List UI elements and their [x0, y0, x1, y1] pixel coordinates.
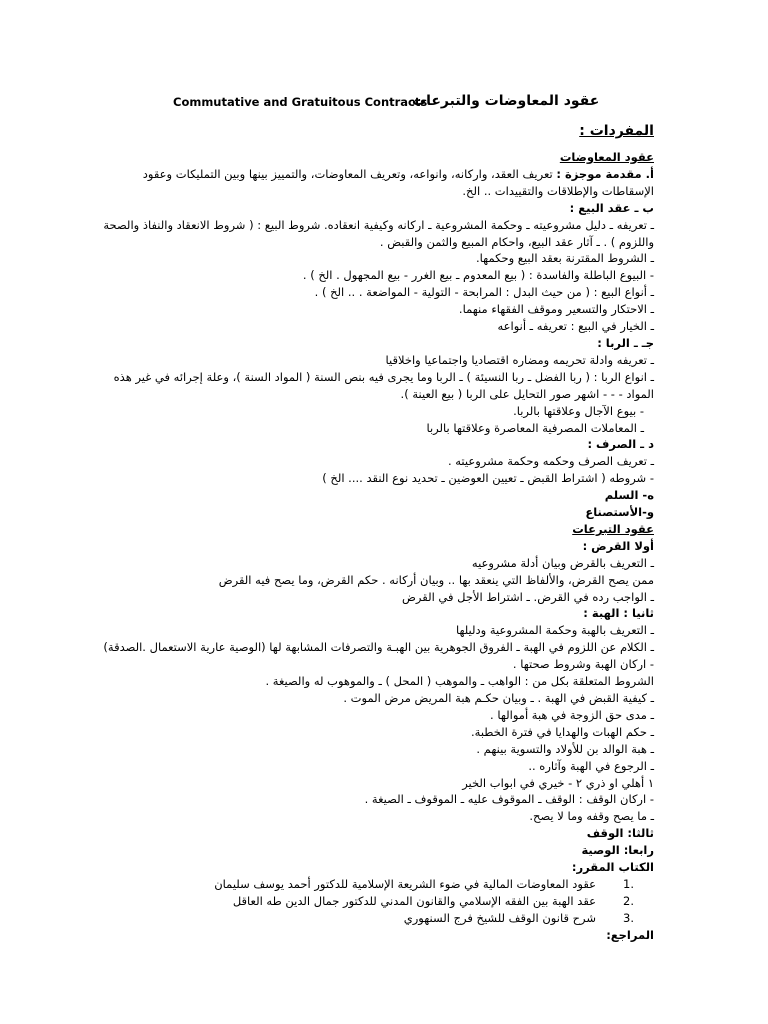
document-title	[0, 93, 768, 113]
salam-heading: ه- السلم	[604, 488, 654, 503]
books-heading: الكتاب المقرر:	[571, 860, 654, 875]
book-item	[94, 910, 654, 927]
waqf-heading: ثالثا: الوقف	[586, 826, 654, 841]
riba-item: ـ انواع الربا : ( ربا الفضل ـ ربا النسيئة ) ـ الربا وما يجرى فيه بنص السنة ( المواد السنة )، وعلة إجرائه في غير هذه المواد - - - اشهر صور التحايل على الربا ( بيع العينة ).	[113, 369, 654, 401]
hiba-item: ـ حكم الهبات والهدايا في فترة الخطبة.	[471, 724, 654, 739]
intro-lead: أ. مقدمة موجزة :	[556, 166, 654, 181]
riba-heading: جـ ـ الربا :	[597, 335, 654, 350]
bay-item: ـ أنواع البيع : ( من حيث البدل : المرابحة - التولية - المواضعة . .. الخ ) .	[314, 285, 654, 300]
books-list	[94, 876, 654, 927]
document-body	[94, 121, 654, 944]
riba-item: ـ المعاملات المصرفية المعاصرة وعلاقتها بالربا	[426, 420, 644, 435]
intro-text: تعريف العقد، واركانه، وانواعه، وتعريف المعاوضات، والتمييز بينها وبين التمليكات وعقود الإسقاطات والإطلاقات والتقييدات .. الخ.	[142, 166, 654, 198]
riba-item: - بيوع الآجال وعلاقتها بالربا.	[513, 403, 644, 418]
wasiya-heading: رابعا: الوصية	[581, 843, 654, 858]
hiba-item: - اركان الوقف : الوقف ـ الموقوف عليه ـ الموقوف ـ الصيغة .	[364, 792, 654, 807]
section-tabarruat-heading: عقود التبرعات	[572, 521, 654, 536]
riba-item: ـ تعريفه وادلة تحريمه ومضاره اقتصاديا واجتماعيا واخلاقيا	[385, 352, 654, 367]
references-heading: المراجع:	[606, 927, 654, 942]
book-number: 2.	[623, 893, 634, 908]
book-title: عقود المعاوضات المالية في ضوء الشريعة الإسلامية للدكتور أحمد يوسف سليمان	[214, 876, 596, 891]
hiba-item: ـ التعريف بالهبة وحكمة المشروعية ودليلها	[455, 623, 654, 638]
hiba-item: ـ هبة الوالد بن للأولاد والتسوية بينهم .	[476, 741, 654, 756]
book-number: 3.	[623, 910, 634, 925]
vocab-heading: المفردات :	[579, 123, 654, 139]
bay-item: ـ الخيار في البيع : تعريفه ـ أنواعه	[497, 319, 654, 334]
book-title: شرح قانون الوقف للشيخ فرج السنهوري	[403, 910, 596, 925]
hiba-item: ١ أهلي او ذري ٢ - خيري في ابواب الخير	[462, 775, 654, 790]
book-number: 1.	[623, 876, 634, 891]
hiba-item: ـ كيفية القبض في الهبة . ـ وبيان حكـم هبة المريض مرض الموت .	[343, 691, 654, 705]
qard-item: ـ التعريف بالقرض وبيان أدلة مشروعيه	[471, 555, 654, 570]
hiba-heading: ثانيا : الهبة :	[583, 606, 654, 621]
book-title: عقد الهبة بين الفقه الإسلامي والقانون المدني للدكتور جمال الدين طه العاقل	[232, 893, 596, 908]
sarf-item: ـ تعريف الصرف وحكمه وحكمة مشروعيته .	[447, 454, 654, 469]
book-item	[94, 876, 654, 893]
intro-paragraph	[99, 166, 654, 200]
title-arabic: عقود المعاوضات والتبرعات	[412, 93, 600, 109]
bay-item: ـ الاحتكار والتسعير وموقف الفقهاء منهما.	[458, 302, 654, 317]
bay-item: - البيوع الباطلة والفاسدة : ( بيع المعدوم ـ بيع الغرر - بيع المجهول . الخ ) .	[302, 268, 654, 283]
hiba-item: الشروط المتعلقة بكل من : الواهب ـ والموهب ( المحل ) ـ والموهوب له والصيغة .	[265, 674, 654, 689]
hiba-item: - اركان الهبة وشروط صحتها .	[512, 657, 654, 672]
qard-item: ممن يصح القرض، والألفاظ التي ينعقد بها .. وبيان أركانه . حكم القرض، وما يصح فيه القرض	[218, 572, 654, 587]
hiba-item: ـ مدى حق الزوجة في هبة أموالها .	[490, 707, 654, 722]
book-item	[94, 893, 654, 910]
hiba-item: ـ الكلام عن اللزوم في الهبة ـ الفروق الجوهرية بين الهبـة والتصرفات المشابهة لها (الوصية عارية الاستعمال .الصدقة)	[103, 640, 654, 655]
section-muawadat-heading: عقود المعاوضات	[559, 150, 654, 164]
bay-heading: ب ـ عقد البيع :	[569, 200, 654, 215]
istisna-heading: و-الأستصناع	[585, 505, 654, 520]
hiba-item: ـ ما يصح وقفه وما لا يصح.	[529, 809, 654, 824]
hiba-item: ـ الرجوع في الهبة وآثاره ..	[528, 758, 654, 773]
qard-heading: أولا القرض :	[582, 538, 654, 553]
bay-item: ـ الشروط المقترنة بعقد البيع وحكمها.	[476, 251, 654, 266]
sarf-item: - شروطه ( اشتراط القبض ـ تعيين العوضين ـ تحديد نوع النقد .... الخ )	[322, 471, 654, 486]
qard-item: ـ الواجب رده في القرض. ـ اشتراط الأجل في القرض	[402, 589, 654, 604]
title-english: Commutative and Gratuitous Contracts	[173, 95, 428, 109]
bay-item: ـ تعريفه ـ دليل مشروعيته ـ وحكمة المشروعية ـ اركانه وكيفية انعقاده. شروط البيع : ( شروط الانعقاد والنفاذ والصحة واللزوم ) . ـ آثار عقد البيع، واحكام المبيع والثمن والقبض .	[103, 217, 654, 249]
sarf-heading: د ـ الصرف :	[587, 437, 654, 452]
